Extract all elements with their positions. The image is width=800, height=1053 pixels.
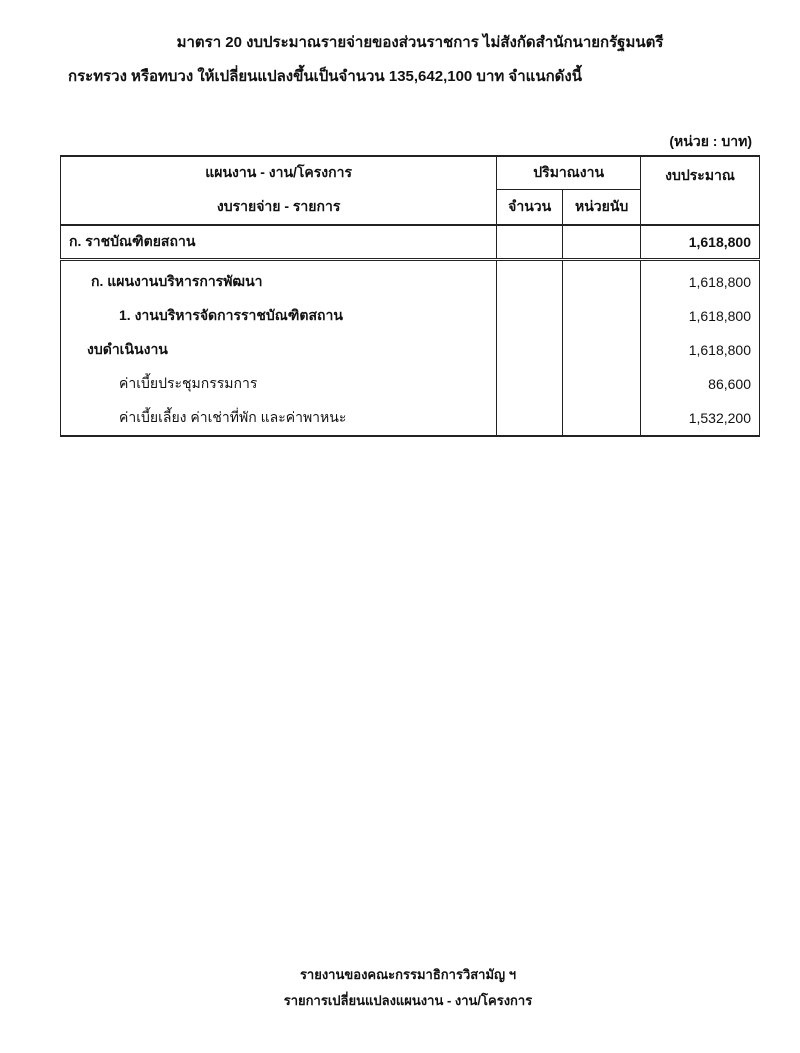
footer-line1: รายงานของคณะกรรมาธิการวิสามัญ ฯ <box>299 967 517 982</box>
agency-name: ก. ราชบัณฑิตยสถาน <box>61 225 497 260</box>
row-amount-meeting: 86,600 <box>641 367 760 401</box>
row-label-plan: ก. แผนงานบริหารการพัฒนา <box>61 265 497 299</box>
row-amount-operating: 1,618,800 <box>641 333 760 367</box>
agency-quantity-cell <box>497 225 563 260</box>
table-row <box>61 265 760 299</box>
row-label-task: 1. งานบริหารจัดการราชบัณฑิตสถาน <box>61 299 497 333</box>
header-amount-count: จำนวน <box>497 190 563 226</box>
unit-label: (หน่วย : บาท) <box>669 133 752 149</box>
row-label-operating: งบดำเนินงาน <box>61 333 497 367</box>
document-title-line2: กระทรวง หรือทบวง ให้เปลี่ยนแปลงขึ้นเป็นจำนวน 135,642,100 บาท จำแนกดังนี้ <box>68 68 582 85</box>
row-amount-plan: 1,618,800 <box>641 265 760 299</box>
row-amount-task: 1,618,800 <box>641 299 760 333</box>
header-unit-count: หน่วยนับ <box>563 190 641 226</box>
agency-row <box>61 225 760 260</box>
table-row <box>61 367 760 401</box>
row-amount-allowance: 1,532,200 <box>641 401 760 436</box>
header-budget-item: งบรายจ่าย - รายการ <box>61 190 497 226</box>
table-row <box>61 333 760 367</box>
header-quantity: ปริมาณงาน <box>497 156 641 190</box>
agency-unit-cell <box>563 225 641 260</box>
row-label-meeting: ค่าเบี้ยประชุมกรรมการ <box>61 367 497 401</box>
header-budget: งบประมาณ <box>641 156 760 225</box>
header-plan: แผนงาน - งาน/โครงการ <box>61 156 497 190</box>
document-title-line1: มาตรา 20 งบประมาณรายจ่ายของส่วนราชการ ไม่สังกัดสำนักนายกรัฐมนตรี <box>176 34 664 51</box>
agency-amount: 1,618,800 <box>641 225 760 260</box>
row-label-allowance: ค่าเบี้ยเลี้ยง ค่าเช่าที่พัก และค่าพาหนะ <box>61 401 497 436</box>
table-row <box>61 401 760 436</box>
table-header-row-1 <box>61 156 760 190</box>
budget-table <box>60 155 760 437</box>
footer-line2: รายการเปลี่ยนแปลงแผนงาน - งาน/โครงการ <box>283 993 533 1008</box>
table-row <box>61 299 760 333</box>
